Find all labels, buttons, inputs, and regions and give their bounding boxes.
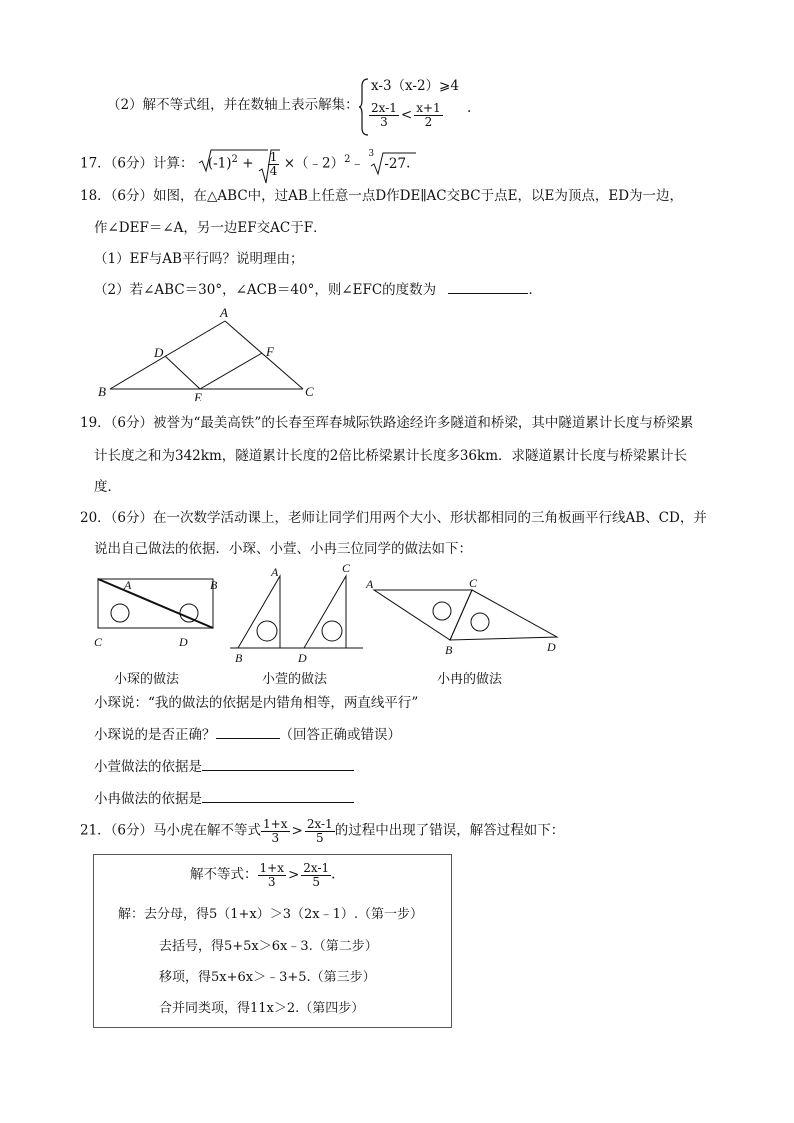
chen-statement: 小琛说：“我的做法的依据是内错角相等，两直线平行”	[94, 695, 419, 711]
frac-numerator: 2x-1	[371, 101, 397, 115]
end-dot: ．	[528, 282, 542, 298]
q21-prefix: 21．（6分）马小虎在解不等式	[80, 822, 262, 839]
inequality-1: x-3（x-2）⩾4	[371, 78, 459, 94]
label-C: C	[469, 576, 478, 590]
sqrt-sign	[258, 149, 280, 185]
end-dot: .	[406, 155, 411, 172]
answer-blank[interactable]	[448, 293, 528, 294]
end-dot: .	[331, 866, 336, 883]
label-A: A	[271, 565, 279, 579]
label-A: A	[366, 577, 374, 591]
label-B: B	[445, 643, 453, 656]
frac-numerator: 1+x	[259, 861, 284, 875]
ask1-text: 小琛说的是否正确？	[94, 727, 216, 743]
answer-blank[interactable]	[216, 738, 280, 739]
fig3-caption: 小冉的做法	[437, 672, 503, 687]
label-D: D	[547, 640, 556, 654]
frac-numerator: 2x-1	[303, 861, 330, 875]
frac-denominator: 5	[312, 874, 321, 889]
step-2: 去括号，得5+5x＞6x﹣3.（第二步）	[159, 939, 378, 954]
frac-denominator: 3	[267, 874, 276, 889]
box-title-prefix: 解不等式：	[190, 866, 258, 883]
q18-sub1: （1）EF与AB平行吗？说明理由；	[94, 251, 304, 267]
q18-sub2-text: （2）若∠ABC＝30°，∠ACB＝40°，则∠EFC的度数为	[94, 282, 437, 298]
step-3: 移项，得5x+6x＞﹣3+5.（第三步）	[159, 970, 376, 985]
label-B: B	[235, 651, 243, 665]
label-A: A	[220, 305, 228, 320]
root-index: 3	[368, 148, 375, 159]
ask1-hint: （回答正确或错误）	[279, 727, 401, 743]
label-F: F	[266, 344, 274, 359]
step-4: 合并同类项，得11x＞2.（第四步）	[159, 1001, 365, 1016]
label-C: C	[94, 635, 103, 649]
ask3-text: 小冉做法的依据是	[94, 791, 202, 807]
q16-part2-label: （2）解不等式组，并在数轴上表示解集：	[107, 97, 359, 113]
box-title	[190, 862, 335, 888]
frac-numerator: x+1	[416, 101, 441, 115]
frac-numerator: 1	[269, 150, 278, 164]
frac-numerator: 2x-1	[306, 817, 333, 831]
answer-blank[interactable]	[202, 770, 354, 771]
q20-line2: 说出自己做法的依据．小琛、小萱、小冉三位同学的做法如下：	[94, 541, 472, 557]
label-C: C	[342, 562, 351, 575]
q17-line	[80, 148, 411, 178]
sqrt-inner: (-1)	[207, 155, 232, 172]
fig2-caption: 小萱的做法	[262, 672, 328, 687]
q17-prefix: 17．（6分）计算：	[80, 155, 194, 172]
step-1: 解：去分母，得5（1+x）＞3（2x﹣1）.（第一步）	[118, 907, 424, 922]
less-than-sign: <	[400, 106, 413, 123]
label-C: C	[305, 384, 314, 399]
q18-line1: 18．（6分）如图，在△ABC中，过AB上任意一点D作DE∥AC交BC于点E，以E为顶点，ED为一边，	[80, 188, 684, 204]
label-D: D	[179, 635, 188, 649]
minus-sign: ﹣	[350, 155, 365, 172]
q19-line2: 计长度之和为342km，隧道累计长度的2倍比桥梁累计长度多36km．求隧道累计长度与桥梁累计长	[94, 448, 687, 464]
exponent: 2	[231, 154, 238, 166]
label-D: D	[154, 345, 164, 360]
q17-product: ×（﹣2）	[283, 155, 345, 172]
triangle-figure	[90, 305, 330, 401]
plus-sign: +	[242, 155, 254, 172]
q18-sub2	[94, 284, 542, 298]
frac-denominator: 4	[269, 163, 278, 178]
greater-than-sign: >	[287, 866, 300, 883]
label-B: B	[98, 384, 106, 399]
exponent: 2	[344, 154, 351, 166]
label-A: A	[124, 578, 132, 592]
q20-ask1	[94, 729, 401, 743]
sqrt-expression-1	[198, 155, 238, 171]
root-inner: -27	[384, 155, 407, 172]
q16-end-dot: .	[467, 100, 472, 116]
label-B: B	[210, 578, 218, 592]
answer-blank[interactable]	[202, 802, 354, 803]
inequality-2	[369, 102, 443, 128]
q20-ask3	[94, 793, 354, 807]
figure-ran	[362, 570, 562, 656]
sqrt-fraction	[258, 151, 280, 177]
root-sign	[368, 148, 416, 176]
figure-chen	[88, 565, 223, 655]
cube-root	[368, 148, 407, 172]
ask2-text: 小萱做法的依据是	[94, 759, 202, 775]
q21-suffix: 的过程中出现了错误，解答过程如下：	[334, 822, 565, 839]
q20-line1: 20．（6分）在一次数学活动课上，老师让同学们用两个大小、形状都相同的三角板画平行线AB、CD，并	[80, 510, 707, 526]
greater-than-sign: >	[291, 822, 303, 839]
frac-denominator: 5	[315, 830, 324, 845]
q19-line3: 度．	[94, 479, 121, 495]
fig1-caption: 小琛的做法	[114, 672, 180, 687]
frac-denominator: 3	[380, 114, 388, 129]
q20-ask2	[94, 761, 354, 775]
label-E: E	[194, 390, 202, 401]
frac-numerator: 1+x	[263, 817, 288, 831]
q19-line1: 19．（6分）被誉为“最美高铁”的长春至珲春城际铁路途经许多隧道和桥梁，其中隧道累计长度与桥梁累	[80, 415, 694, 431]
label-D: D	[298, 651, 307, 665]
figure-xuan	[228, 562, 368, 667]
frac-denominator: 3	[271, 830, 280, 845]
q18-line2: 作∠DEF＝∠A，另一边EF交AC于F．	[94, 220, 327, 236]
frac-denominator: 2	[424, 114, 433, 129]
q21-line	[80, 818, 564, 844]
